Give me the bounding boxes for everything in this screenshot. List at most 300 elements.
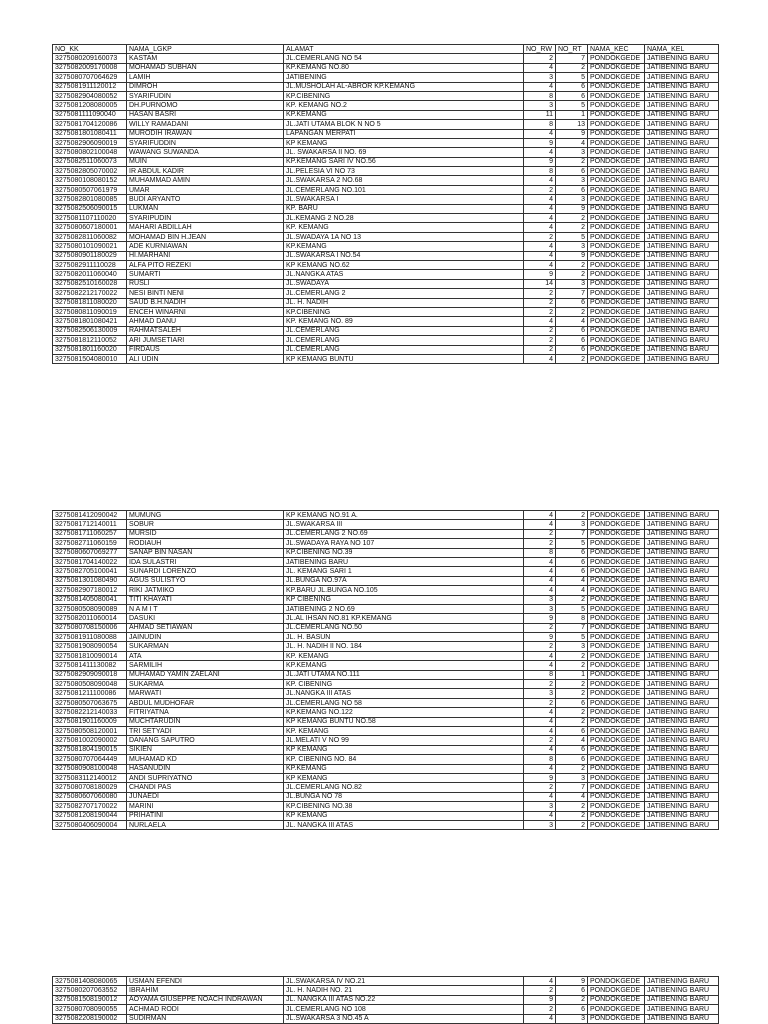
no-rt-cell: 4 [556,317,588,326]
no-rt-cell: 7 [556,529,588,538]
nama-cell: RIKI JATMIKO [127,586,284,595]
kecamatan-cell: PONDOKGEDE [588,82,645,91]
nama-cell: TRI SETYADI [127,726,284,735]
column-header: NAMA_LGKP [127,45,284,54]
no-kk-cell: 3275080108080152 [53,176,127,185]
kelurahan-cell: JATIBENING BARU [645,1014,719,1023]
kelurahan-cell: JATIBENING BARU [645,138,719,147]
kelurahan-cell: JATIBENING BARU [645,811,719,820]
kecamatan-cell: PONDOKGEDE [588,604,645,613]
kecamatan-cell: PONDOKGEDE [588,661,645,670]
no-rw-cell: 2 [524,326,556,335]
alamat-cell: JL.CEMERLANG NO.82 [284,783,524,792]
no-kk-cell: 3275080101090021 [53,242,127,251]
no-rt-cell: 7 [556,54,588,63]
nama-cell: JAINUDIN [127,633,284,642]
kecamatan-cell: PONDOKGEDE [588,651,645,660]
nama-cell: FIRDAUS [127,345,284,354]
no-kk-cell: 3275081711060257 [53,529,127,538]
no-kk-cell: 3275081704120086 [53,120,127,129]
no-rt-cell: 6 [556,345,588,354]
table-row [53,54,719,63]
nama-cell: SYARIFUDIN [127,91,284,100]
no-rw-cell: 2 [524,336,556,345]
table-row [53,232,719,241]
kelurahan-cell: JATIBENING BARU [645,157,719,166]
kelurahan-cell: JATIBENING BARU [645,708,719,717]
no-kk-cell: 3275082909090018 [53,670,127,679]
nama-cell: FITRIYATNA [127,708,284,717]
table-row [53,820,719,829]
kelurahan-cell: JATIBENING BARU [645,1005,719,1014]
nama-cell: WILLY RAMADANI [127,120,284,129]
table-row [53,270,719,279]
no-rt-cell: 6 [556,336,588,345]
nama-cell: MARWATI [127,689,284,698]
alamat-cell: KP KEMANG [284,811,524,820]
no-rw-cell: 3 [524,689,556,698]
column-header: NO_RT [556,45,588,54]
no-kk-cell: 3275082009170008 [53,63,127,72]
alamat-cell: KP.KEMANG SARI IV NO.56 [284,157,524,166]
alamat-cell: JL.SWAKARSA 2 NO.68 [284,176,524,185]
no-kk-cell: 3275081002090002 [53,736,127,745]
kelurahan-cell: JATIBENING BARU [645,802,719,811]
no-rw-cell: 3 [524,604,556,613]
kelurahan-cell: JATIBENING BARU [645,623,719,632]
kecamatan-cell: PONDOKGEDE [588,307,645,316]
kelurahan-cell: JATIBENING BARU [645,120,719,129]
no-rt-cell: 2 [556,270,588,279]
table-row [53,157,719,166]
nama-cell: SUMARTI [127,270,284,279]
nama-cell: RODIAUH [127,539,284,548]
kecamatan-cell: PONDOKGEDE [588,138,645,147]
kecamatan-cell: PONDOKGEDE [588,736,645,745]
nama-cell: MUCHTARUDIN [127,717,284,726]
alamat-cell: JL. H. NADIH II NO. 184 [284,642,524,651]
no-kk-cell: 3275081911120012 [53,82,127,91]
nama-cell: PRIHATINI [127,811,284,820]
nama-cell: SAUD B.H.NADIH [127,298,284,307]
alamat-cell: JL.AL IHSAN NO.81 KP.KEMANG [284,614,524,623]
table-row [53,298,719,307]
no-rw-cell: 11 [524,110,556,119]
no-rt-cell: 3 [556,176,588,185]
no-rt-cell: 4 [556,736,588,745]
no-rw-cell: 4 [524,354,556,363]
no-rt-cell: 6 [556,1005,588,1014]
table-row [53,651,719,660]
nama-cell: MURODIH IRAWAN [127,129,284,138]
no-kk-cell: 3275081811080020 [53,298,127,307]
no-rt-cell: 2 [556,651,588,660]
alamat-cell: JL.CEMERLANG NO.101 [284,185,524,194]
kecamatan-cell: PONDOKGEDE [588,326,645,335]
alamat-cell: JL.KEMANG 2 NO.28 [284,214,524,223]
table-row [53,977,719,986]
alamat-cell: JL. SWAKARSA II NO. 69 [284,148,524,157]
alamat-cell: KP KEMANG [284,745,524,754]
no-rt-cell: 2 [556,214,588,223]
no-rw-cell: 2 [524,289,556,298]
no-rt-cell: 2 [556,260,588,269]
no-rt-cell: 5 [556,539,588,548]
kelurahan-cell: JATIBENING BARU [645,995,719,1004]
kecamatan-cell: PONDOKGEDE [588,54,645,63]
no-rt-cell: 4 [556,792,588,801]
kecamatan-cell: PONDOKGEDE [588,195,645,204]
table-row [53,317,719,326]
table-row [53,689,719,698]
no-kk-cell: 3275081411130082 [53,661,127,670]
table-row [53,138,719,147]
no-kk-cell: 3275082511060073 [53,157,127,166]
kecamatan-cell: PONDOKGEDE [588,270,645,279]
kecamatan-cell: PONDOKGEDE [588,633,645,642]
no-rt-cell: 5 [556,633,588,642]
alamat-cell: KP. CIBENING NO. 84 [284,755,524,764]
kecamatan-cell: PONDOKGEDE [588,529,645,538]
nama-cell: SUNARDI LORENZO [127,567,284,576]
no-rw-cell: 4 [524,520,556,529]
no-kk-cell: 3275080406090004 [53,820,127,829]
kelurahan-cell: JATIBENING BARU [645,661,719,670]
no-rt-cell: 4 [556,586,588,595]
no-kk-cell: 3275080908100048 [53,764,127,773]
no-kk-cell: 3275082011060040 [53,270,127,279]
no-rw-cell: 4 [524,557,556,566]
alamat-cell: JL.BUNGA NO 78 [284,792,524,801]
kecamatan-cell: PONDOKGEDE [588,251,645,260]
no-rw-cell: 8 [524,670,556,679]
alamat-cell: JL. NANGKA III ATAS [284,820,524,829]
table-row [53,586,719,595]
no-kk-cell: 3275081801080421 [53,317,127,326]
kelurahan-cell: JATIBENING BARU [645,214,719,223]
no-kk-cell: 3275080607060080 [53,792,127,801]
no-rw-cell: 2 [524,736,556,745]
kelurahan-cell: JATIBENING BARU [645,539,719,548]
kelurahan-cell: JATIBENING BARU [645,54,719,63]
kelurahan-cell: JATIBENING BARU [645,633,719,642]
no-kk-cell: 3275081408080065 [53,977,127,986]
nama-cell: SUKARMA [127,680,284,689]
no-rw-cell: 4 [524,651,556,660]
no-kk-cell: 3275081107110020 [53,214,127,223]
nama-cell: N A M I T [127,604,284,613]
nama-cell: JUNAEDI [127,792,284,801]
table-row [53,726,719,735]
alamat-cell: JL.CEMERLANG 2 [284,289,524,298]
kecamatan-cell: PONDOKGEDE [588,232,645,241]
kecamatan-cell: PONDOKGEDE [588,977,645,986]
no-kk-cell: 3275082801080085 [53,195,127,204]
no-rw-cell: 2 [524,345,556,354]
no-kk-cell: 3275082707170022 [53,802,127,811]
kecamatan-cell: PONDOKGEDE [588,298,645,307]
no-rt-cell: 6 [556,326,588,335]
no-kk-cell: 3275081801080411 [53,129,127,138]
no-rt-cell: 7 [556,289,588,298]
kelurahan-cell: JATIBENING BARU [645,986,719,995]
table-row [53,548,719,557]
kecamatan-cell: PONDOKGEDE [588,242,645,251]
table-row [53,1014,719,1023]
alamat-cell: JL.SWAKARSA I NO.54 [284,251,524,260]
no-kk-cell: 3275082711060159 [53,539,127,548]
no-kk-cell: 3275081208080005 [53,101,127,110]
alamat-cell: JL. H. NADIH NO. 21 [284,986,524,995]
kecamatan-cell: PONDOKGEDE [588,101,645,110]
table-row [53,223,719,232]
no-kk-cell: 3275081810090014 [53,651,127,660]
alamat-cell: JL.MUSHOLAH AL-ABROR KP.KEMANG [284,82,524,91]
nama-cell: MUHAMAD YAMIN ZAELANI [127,670,284,679]
no-rw-cell: 3 [524,820,556,829]
table-row [53,995,719,1004]
kecamatan-cell: PONDOKGEDE [588,548,645,557]
no-rw-cell: 4 [524,977,556,986]
no-rt-cell: 2 [556,995,588,1004]
kelurahan-cell: JATIBENING BARU [645,520,719,529]
table-row [53,120,719,129]
alamat-cell: JL.CEMERLANG NO.50 [284,623,524,632]
kelurahan-cell: JATIBENING BARU [645,298,719,307]
nama-cell: DANANG SAPUTRO [127,736,284,745]
table-row [53,326,719,335]
no-rt-cell: 6 [556,548,588,557]
kelurahan-cell: JATIBENING BARU [645,820,719,829]
kecamatan-cell: PONDOKGEDE [588,755,645,764]
nama-cell: ARI JUMSETIARI [127,336,284,345]
no-kk-cell: 3275080508120001 [53,726,127,735]
no-kk-cell: 3275082510160028 [53,279,127,288]
nama-cell: IR ABDUL KADIR [127,167,284,176]
kelurahan-cell: JATIBENING BARU [645,110,719,119]
kecamatan-cell: PONDOKGEDE [588,717,645,726]
column-header: ALAMAT [284,45,524,54]
kelurahan-cell: JATIBENING BARU [645,270,719,279]
no-rt-cell: 8 [556,614,588,623]
alamat-cell: KP.CIBENING [284,307,524,316]
kelurahan-cell: JATIBENING BARU [645,670,719,679]
kelurahan-cell: JATIBENING BARU [645,185,719,194]
alamat-cell: JL. H. NADIH [284,298,524,307]
no-kk-cell: 3275080707064449 [53,755,127,764]
kecamatan-cell: PONDOKGEDE [588,223,645,232]
no-kk-cell: 3275081504080010 [53,354,127,363]
alamat-cell: KP. BARU [284,204,524,213]
table-row [53,91,719,100]
alamat-cell: KP. KEMANG [284,651,524,660]
no-rw-cell: 2 [524,680,556,689]
alamat-cell: JL.SWAKARSA III [284,520,524,529]
alamat-cell: KP.CIBENING [284,91,524,100]
table-row [53,289,719,298]
no-rt-cell: 2 [556,708,588,717]
no-rt-cell: 6 [556,726,588,735]
alamat-cell: JL. H. BASUN [284,633,524,642]
no-rt-cell: 6 [556,698,588,707]
table-row [53,101,719,110]
nama-cell: SANAP BIN NASAN [127,548,284,557]
alamat-cell: KP.CIBENING NO.38 [284,802,524,811]
kelurahan-cell: JATIBENING BARU [645,91,719,100]
table-row [53,633,719,642]
no-rt-cell: 7 [556,783,588,792]
no-kk-cell: 3275081208190044 [53,811,127,820]
no-rt-cell: 6 [556,557,588,566]
table-row [53,708,719,717]
table-row [53,1005,719,1014]
alamat-cell: JL.SWAKARSA I [284,195,524,204]
kelurahan-cell: JATIBENING BARU [645,792,719,801]
no-kk-cell: 3275080207063552 [53,986,127,995]
alamat-cell: JL.SWADAYA 1A NO 13 [284,232,524,241]
no-rt-cell: 3 [556,242,588,251]
kecamatan-cell: PONDOKGEDE [588,567,645,576]
table-row [53,185,719,194]
no-rw-cell: 4 [524,576,556,585]
no-rw-cell: 4 [524,811,556,820]
kelurahan-cell: JATIBENING BARU [645,576,719,585]
no-rt-cell: 3 [556,195,588,204]
kelurahan-cell: JATIBENING BARU [645,773,719,782]
kelurahan-cell: JATIBENING BARU [645,204,719,213]
kelurahan-cell: JATIBENING BARU [645,642,719,651]
alamat-cell: KP CIBENING [284,595,524,604]
no-rw-cell: 8 [524,120,556,129]
alamat-cell: KP KEMANG NO.91 A. [284,511,524,520]
kecamatan-cell: PONDOKGEDE [588,773,645,782]
no-rt-cell: 5 [556,73,588,82]
alamat-cell: JATIBENING [284,73,524,82]
kk-table-3 [52,976,719,1024]
no-rw-cell: 4 [524,214,556,223]
nama-cell: LUKMAN [127,204,284,213]
kelurahan-cell: JATIBENING BARU [645,148,719,157]
no-rw-cell: 4 [524,195,556,204]
no-rw-cell: 9 [524,633,556,642]
kecamatan-cell: PONDOKGEDE [588,204,645,213]
alamat-cell: JL.CEMERLANG 2 NO.69 [284,529,524,538]
kelurahan-cell: JATIBENING BARU [645,307,719,316]
nama-cell: DASUKI [127,614,284,623]
no-kk-cell: 3275081412090042 [53,511,127,520]
no-rw-cell: 2 [524,232,556,241]
table-row [53,511,719,520]
kecamatan-cell: PONDOKGEDE [588,185,645,194]
alamat-cell: JL.SWADAYA [284,279,524,288]
alamat-cell: KP.KEMANG [284,764,524,773]
kelurahan-cell: JATIBENING BARU [645,251,719,260]
kecamatan-cell: PONDOKGEDE [588,511,645,520]
no-rw-cell: 4 [524,204,556,213]
nama-cell: UMAR [127,185,284,194]
kecamatan-cell: PONDOKGEDE [588,708,645,717]
no-rw-cell: 9 [524,157,556,166]
no-rw-cell: 14 [524,279,556,288]
alamat-cell: JL.SWADAYA RAYA NO 107 [284,539,524,548]
alamat-cell: KP.KEMANG [284,242,524,251]
no-rt-cell: 2 [556,689,588,698]
no-kk-cell: 3275080508090089 [53,604,127,613]
no-kk-cell: 3275081804190015 [53,745,127,754]
no-rt-cell: 2 [556,811,588,820]
table-row [53,195,719,204]
nama-cell: DIMROH [127,82,284,91]
table-row [53,792,719,801]
kelurahan-cell: JATIBENING BARU [645,336,719,345]
no-kk-cell: 3275081911080088 [53,633,127,642]
no-kk-cell: 3275080708180029 [53,783,127,792]
no-rw-cell: 3 [524,73,556,82]
no-kk-cell: 3275081111090040 [53,110,127,119]
no-rt-cell: 13 [556,120,588,129]
no-rw-cell: 2 [524,185,556,194]
table-row [53,242,719,251]
no-rw-cell: 4 [524,745,556,754]
nama-cell: IDA SULASTRI [127,557,284,566]
kecamatan-cell: PONDOKGEDE [588,520,645,529]
kecamatan-cell: PONDOKGEDE [588,110,645,119]
table-row [53,567,719,576]
kelurahan-cell: JATIBENING BARU [645,698,719,707]
no-rt-cell: 3 [556,279,588,288]
table-row [53,345,719,354]
no-rt-cell: 2 [556,661,588,670]
no-kk-cell: 3275082805070002 [53,167,127,176]
kelurahan-cell: JATIBENING BARU [645,529,719,538]
no-kk-cell: 3275080707064629 [53,73,127,82]
alamat-cell: JL.PELESIA VI NO 73 [284,167,524,176]
alamat-cell: JL.CEMERLANG [284,326,524,335]
kecamatan-cell: PONDOKGEDE [588,670,645,679]
kecamatan-cell: PONDOKGEDE [588,260,645,269]
no-rt-cell: 2 [556,511,588,520]
no-rw-cell: 4 [524,223,556,232]
table-row [53,110,719,119]
nama-cell: ANDI SUPRIYATNO [127,773,284,782]
no-rt-cell: 4 [556,138,588,147]
no-kk-cell: 3275080802100048 [53,148,127,157]
table-row [53,698,719,707]
kelurahan-cell: JATIBENING BARU [645,73,719,82]
alamat-cell: JL.CEMERLANG NO 108 [284,1005,524,1014]
no-kk-cell: 3275080209160073 [53,54,127,63]
no-rw-cell: 4 [524,708,556,717]
no-rw-cell: 2 [524,1005,556,1014]
kecamatan-cell: PONDOKGEDE [588,576,645,585]
no-rt-cell: 6 [556,91,588,100]
table-row [53,307,719,316]
nama-cell: SOBUR [127,520,284,529]
nama-cell: HI.MARHANI [127,251,284,260]
table-row [53,614,719,623]
no-rt-cell: 6 [556,167,588,176]
no-kk-cell: 3275081801160020 [53,345,127,354]
kk-table-2 [52,510,719,830]
kecamatan-cell: PONDOKGEDE [588,680,645,689]
nama-cell: DH.PURNOMO [127,101,284,110]
table-row [53,604,719,613]
no-rw-cell: 3 [524,595,556,604]
no-rt-cell: 2 [556,764,588,773]
no-rw-cell: 4 [524,176,556,185]
no-rt-cell: 1 [556,110,588,119]
alamat-cell: KP.KEMANG NO.122 [284,708,524,717]
